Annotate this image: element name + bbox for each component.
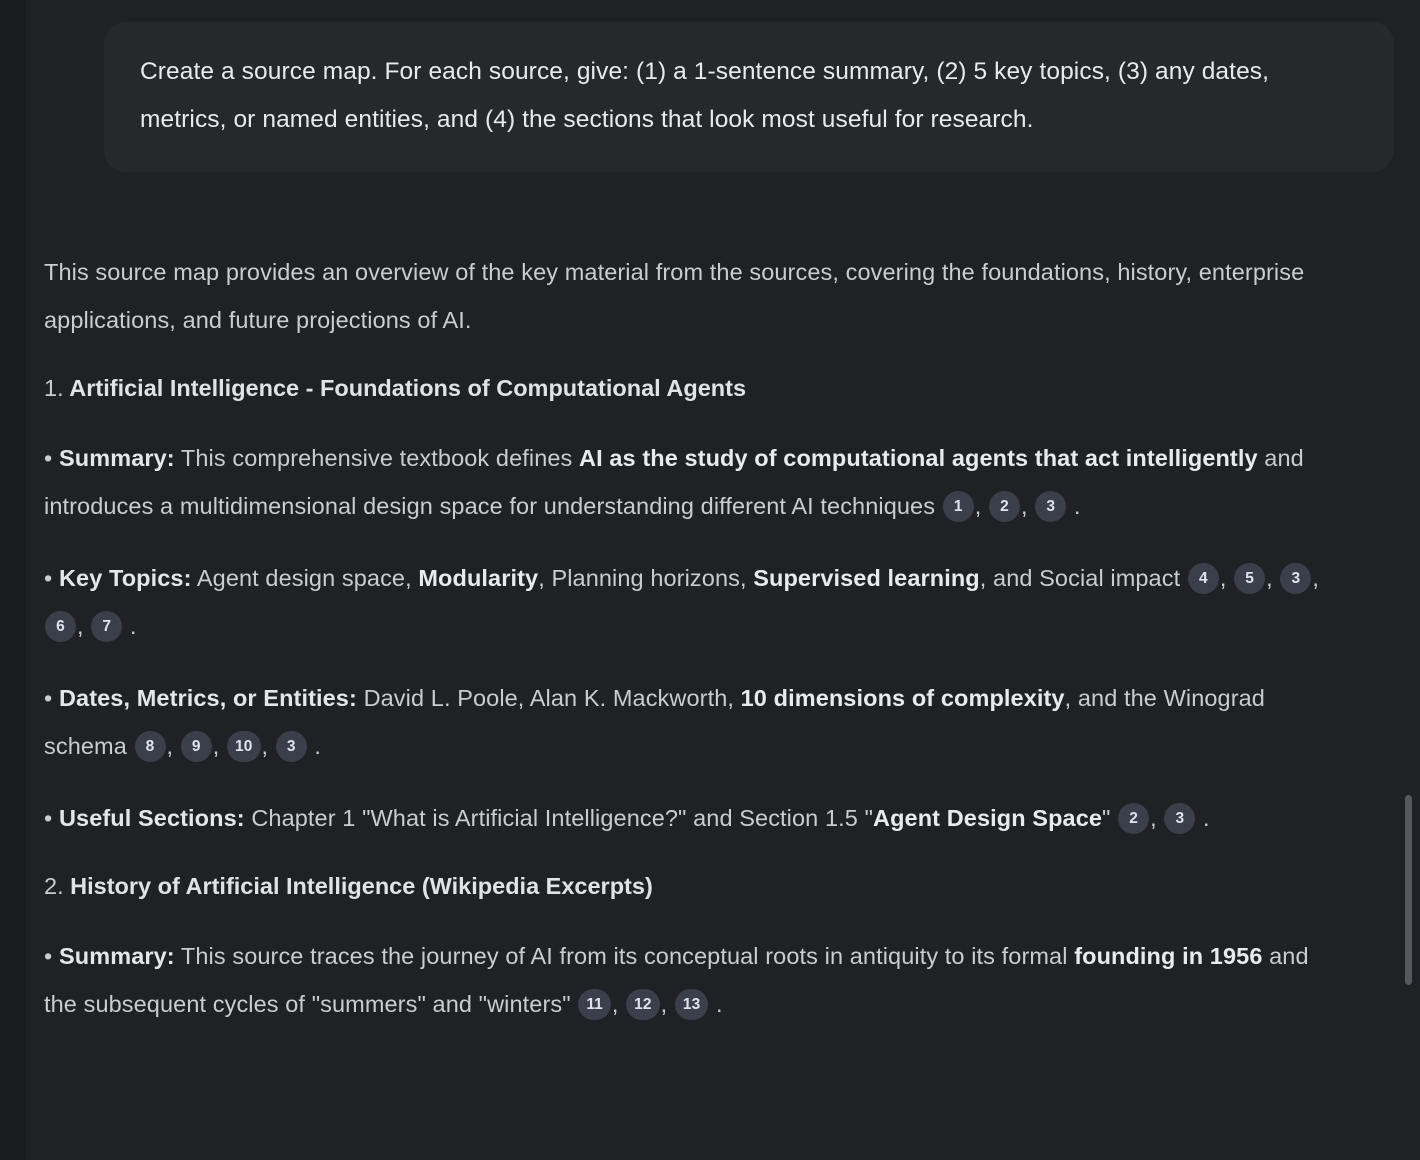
citation-separator: , [974,493,988,519]
left-rail [0,0,26,1160]
section-title: History of Artificial Intelligence (Wikipedia Excerpts) [70,873,653,899]
citation-separator: , [1312,565,1320,591]
section-heading [44,866,1344,906]
answer-bullet [44,554,1344,650]
citation-chip[interactable]: 7 [91,611,122,642]
bullet-text: , and Social impact [979,565,1187,591]
bullet-text: Agent design space, [196,565,419,591]
assistant-answer [44,248,1344,1052]
user-prompt-text: Create a source map. For each source, give: (1) a 1-sentence summary, (2) 5 key topics, (3) any dates, metrics, or named entities, and (4) the sections that look most useful for research. [140,58,1270,133]
citation-separator: , [1266,565,1280,591]
citation-chip[interactable]: 5 [1234,563,1265,594]
citation-chip[interactable]: 3 [1035,491,1066,522]
bullet-text: This source traces the journey of AI from its conceptual roots in antiquity to its formal [180,943,1075,969]
answer-bullet [44,932,1344,1028]
citation-separator: , [166,733,180,759]
citation-chip[interactable]: 3 [1280,563,1311,594]
citation-chip[interactable]: 13 [675,989,708,1020]
section-number: 2. [44,873,64,899]
citation-chip[interactable]: 1 [943,491,974,522]
bullet-text: " [1102,805,1118,831]
answer-intro: This source map provides an overview of the key material from the sources, covering the foundations, history, enterprise applications, and future projections of AI. [44,259,1305,333]
citation-chip[interactable]: 4 [1188,563,1219,594]
bullet-label: Key Topics: [58,565,192,591]
bullet-marker: • [44,685,59,711]
citation-chip[interactable]: 3 [1164,803,1195,834]
bullet-tail: . [314,733,322,759]
bullet-text-emphasis: 10 dimensions of complexity [740,685,1065,711]
citation-chip[interactable]: 10 [227,731,260,762]
chat-content [26,0,1420,1160]
answer-bullet [44,434,1344,530]
citation-chip[interactable]: 9 [181,731,212,762]
bullet-text: , and the Winograd schema [44,685,1265,759]
bullet-label: Summary: [58,445,175,471]
citation-chip[interactable]: 6 [45,611,76,642]
citation-separator: , [611,991,626,1017]
bullet-text-emphasis: Agent Design Space [873,805,1103,831]
user-prompt-bubble [104,22,1394,172]
bullet-label: Dates, Metrics, or Entities: [58,685,357,711]
bullet-tail: . [1203,805,1210,831]
bullet-text: and the subsequent cycles of "summers" and "winters" [44,943,1309,1017]
section-number: 1. [44,375,64,401]
bullet-text: Chapter 1 "What is Artificial Intelligence?" and Section 1.5 " [251,805,874,831]
bullet-marker: • [44,805,59,831]
bullet-text-emphasis: Supervised learning [753,565,980,591]
answer-sections [44,368,1344,1028]
citation-separator: , [1219,565,1234,591]
citation-separator: , [261,733,275,759]
bullet-tail: . [1073,493,1081,519]
citation-chip[interactable]: 11 [578,989,611,1020]
citation-separator: , [1150,805,1164,831]
answer-bullet [44,794,1344,842]
citation-separator: , [1020,493,1035,519]
bullet-text: This comprehensive textbook defines [180,445,580,471]
citation-separator: , [212,733,227,759]
citation-chip[interactable]: 2 [989,491,1020,522]
citation-separator: , [77,613,91,639]
bullet-label: Summary: [58,943,175,969]
bullet-text: David L. Poole, Alan K. Mackworth, [363,685,741,711]
bullet-text-emphasis: AI as the study of computational agents that act intelligently [579,445,1258,471]
bullet-tail: . [715,991,723,1017]
bullet-text-emphasis: founding in 1956 [1074,943,1263,969]
bullet-text: , Planning horizons, [538,565,754,591]
bullet-text: and introduces a multidimensional design space for understanding different AI techniques [44,445,1304,519]
section-title: Artificial Intelligence - Foundations of Computational Agents [69,375,747,401]
answer-bullet [44,674,1344,770]
citation-chip[interactable]: 2 [1118,803,1149,834]
citation-chip[interactable]: 8 [135,731,166,762]
bullet-text-emphasis: Modularity [418,565,539,591]
bullet-tail: . [129,613,137,639]
bullet-marker: • [44,565,59,591]
bullet-marker: • [44,943,59,969]
section-heading [44,368,1344,408]
bullet-marker: • [44,445,59,471]
scrollbar-thumb[interactable] [1405,795,1412,985]
citation-separator: , [660,991,674,1017]
scrollbar-track[interactable] [1406,0,1416,1160]
citation-chip[interactable]: 12 [626,989,659,1020]
bullet-label: Useful Sections: [58,805,245,831]
citation-chip[interactable]: 3 [276,731,307,762]
